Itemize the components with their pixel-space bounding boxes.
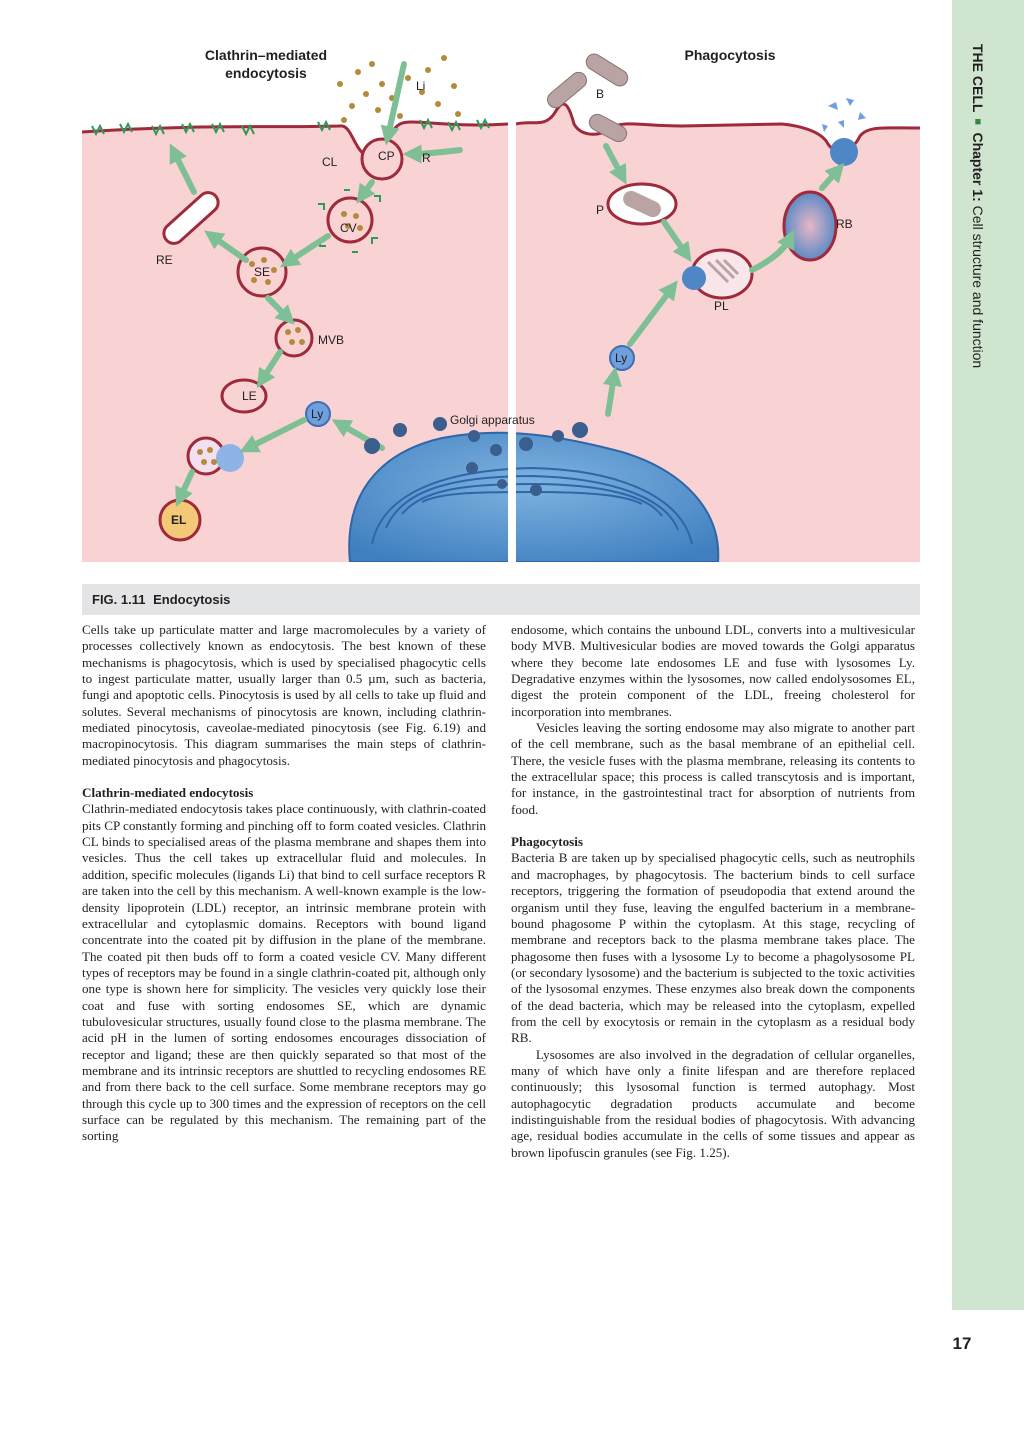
label-golgi: Golgi apparatus [450,413,535,427]
label-li: Li [416,79,426,93]
page-number: 17 [952,1334,972,1353]
right-panel-title: Phagocytosis [684,47,776,63]
left-column [82,622,486,1145]
label-cl: CL [322,155,338,169]
label-el: EL [171,513,187,527]
label-se: SE [254,265,271,279]
figure-title: Endocytosis [153,592,231,607]
heading-clathrin: Clathrin-mediated endocytosis [82,785,254,801]
section-label: THE CELL [970,44,986,113]
label-ly-left: Ly [311,407,324,421]
figure-caption [82,584,920,615]
paragraph-mvb: endosome, which contains the unbound LDL, converts into a multivesicular body MVB. Multivesicular bodies are moved towards the Golgi apparatus where they become late endosomes LE and fuse with lysosomes Ly. Degradative enzymes within the lysosomes, now called endolysosomes EL, digest the protein component of the LDL, freeing cholesterol for incorporation into membranes. [511,622,915,719]
label-mvb: MVB [318,333,345,347]
label-cv: CV [340,221,357,235]
right-column [511,622,915,1161]
heading-phagocytosis: Phagocytosis [511,834,584,850]
square-bullet-icon: ■ [972,116,984,129]
label-b: B [596,87,605,101]
paragraph-transcytosis: Vesicles leaving the sorting endosome may also migrate to another part of the cell membrane, such as the basal membrane of an epithelial cell. There, the vesicle fuses with the plasma membrane, releasing its contents to the extracellular space; this process is called transcytosis and is important, for instance, in the gastrointestinal tract for absorption of nutrients from food. [511,720,915,817]
figure-number: FIG. 1.11 [92,592,146,607]
label-cp: CP [378,149,395,163]
left-panel-title-line1: Clathrin–mediated [204,47,328,63]
paragraph-autophagy: Lysosomes are also involved in the degradation of cellular organelles, many of which have only a finite lifespan and are therefore replaced continuously; this lysosomal function is termed autophagy. Most autophagocytic degradation products accumulate and become indistinguishable from the residual bodies of phagocytosis. With advancing age, residual bodies accumulate in the cells of some tissues and appear as brown lipofuscin granules (see Fig. 1.25). [511,1046,915,1160]
label-r: R [422,151,431,165]
label-rb: RB [836,217,853,231]
endocytosis-figure [82,24,920,562]
chapter-label: Chapter 1: [970,132,986,202]
label-p: P [596,203,605,217]
label-pl: PL [714,299,729,313]
running-header [956,44,986,424]
chapter-title: Cell structure and function [970,205,986,369]
paragraph-intro: Cells take up particulate matter and large macromolecules by a variety of processes collectively known as endocytosis. The best known of these mechanisms is phagocytosis, which is used by specialised phagocytic cells to ingest particulate matter, usually larger than 0.5 µm, such as bacteria, fungi and apoptotic cells. Pinocytosis is used by all cells to take up fluid and solutes. Several mechanisms of pinocytosis are known, including clathrin-mediated pinocytosis, caveolae-mediated pinocytosis (see Fig. 6.19) and macropinocytosis. This diagram summarises the main steps of clathrin-mediated pinocytosis and phagocytosis. [82,622,486,768]
paragraph-phagocytosis: Bacteria B are taken up by specialised phagocytic cells, such as neutrophils and macrophages, by phagocytosis. The bacterium binds to cell surface receptors, triggering the formation of pseudopodia that extend around the organism until they fuse, leaving the engulfed bacterium in a membrane-bound phagosome P within the cytoplasm. At this stage, recycling of membrane and receptors back to the plasma membrane takes place. The phagosome then fuses with a lysosome Ly to become a phagolysosome PL (or secondary lysosome) and the bacterium is subjected to the toxic activities of the lysosomal enzymes. These enzymes also break down the components of the dead bacteria, which may be released into the cytoplasm, expelled from the cell by exocytosis or remain in the cytoplasm as a residual body RB. [511,850,915,1046]
label-le: LE [242,389,257,403]
label-ly-right: Ly [615,351,628,365]
label-re: RE [156,253,173,267]
left-panel-title-line2: endocytosis [225,65,307,81]
paragraph-clathrin: Clathrin-mediated endocytosis takes place continuously, with clathrin-coated pits CP constantly forming and pinching off to form coated vesicles. Clathrin CL binds to specialised areas of the plasma membrane and shapes them into vesicles. Thus the cell takes up extracellular fluid and molecules. In addition, specific molecules (ligands Li) that bind to cell surface receptors R are taken into the cell by this mechanism. A well-known example is the low-density lipoprotein (LDL) receptor, an intrinsic membrane protein with extracellular and cytoplasmic domains. Receptors with bound ligand concentrate into the coated pit by diffusion in the plane of the membrane. The coated pit then buds off to form a coated vesicle CV. Many different types of receptors may be found in a single clathrin-coated pit, although only one type is shown here for simplicity. The vesicles very quickly lose their coat and fuse with sorting endosomes SE, which are dynamic tubulovesicular structures, usually found close to the plasma membrane. The acid pH in the lumen of sorting endosomes encourages dissociation of receptor and ligand; these are then quickly separated so that most of the membrane and its intrinsic receptors are shuttled to recycling endosomes RE and from there back to the cell surface. Some membrane receptors may go through this cycle up to 300 times and the expression of receptors on the cell surface can be regulated by this mechanism. The remaining part of the sorting [82,801,486,1144]
